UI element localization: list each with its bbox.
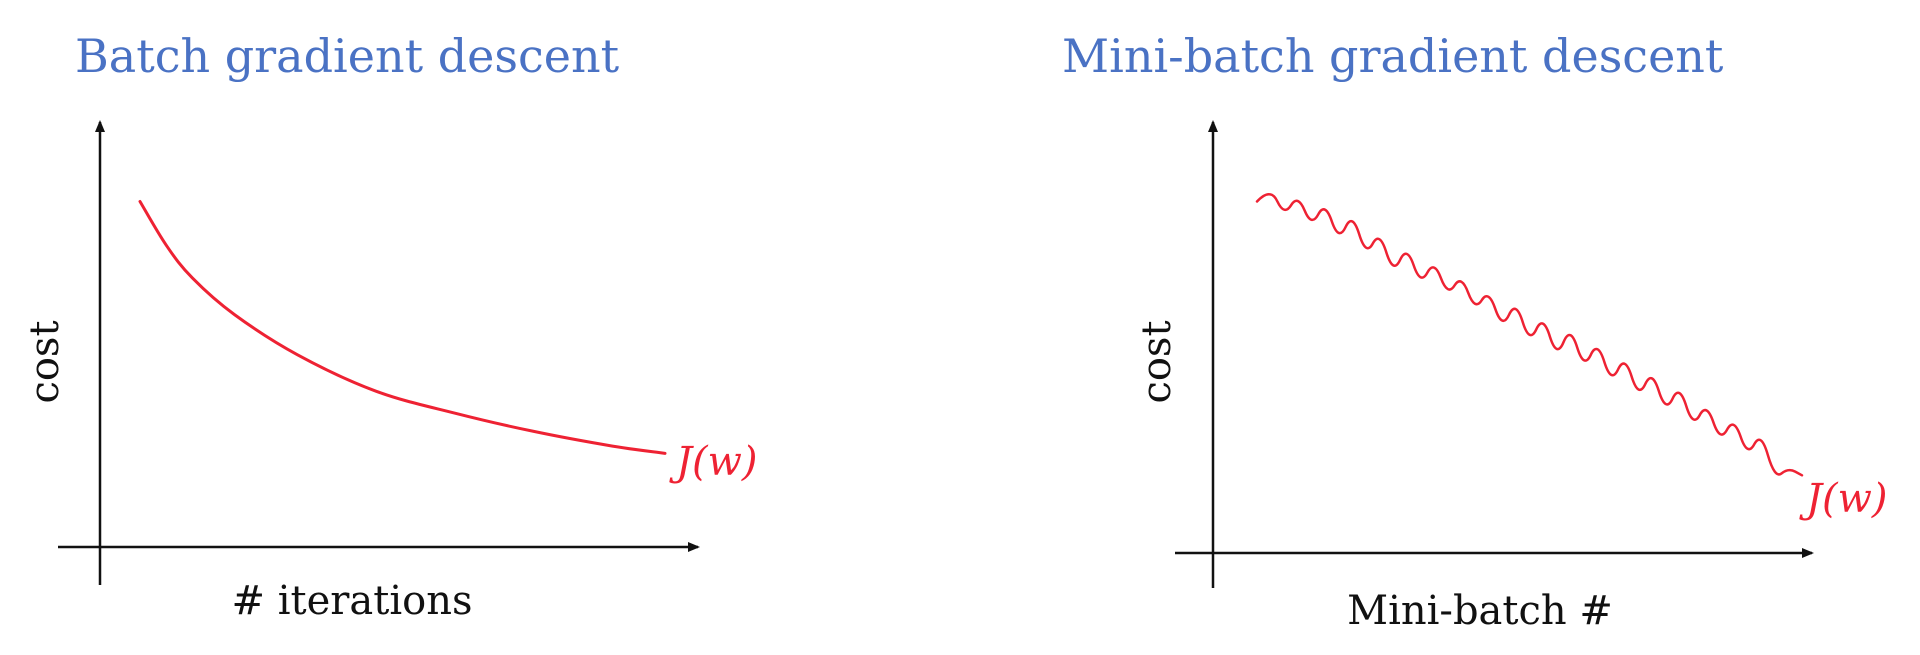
batch-chart-title: Batch gradient descent (75, 29, 620, 83)
batch-y-axis-label: cost (22, 320, 68, 404)
minibatch-x-axis-label: Mini-batch # (1347, 588, 1613, 634)
minibatch-cost-curve (1257, 194, 1802, 475)
minibatch-curve-label: J(w) (1806, 476, 1888, 522)
minibatch-chart-title: Mini-batch gradient descent (1062, 29, 1724, 83)
batch-x-axis-label: # iterations (231, 578, 473, 624)
minibatch-chart (1062, 29, 1887, 634)
batch-chart (22, 29, 757, 624)
minibatch-y-axis-label: cost (1134, 320, 1180, 404)
batch-curve-label: J(w) (676, 439, 758, 485)
batch-cost-curve (140, 202, 665, 454)
